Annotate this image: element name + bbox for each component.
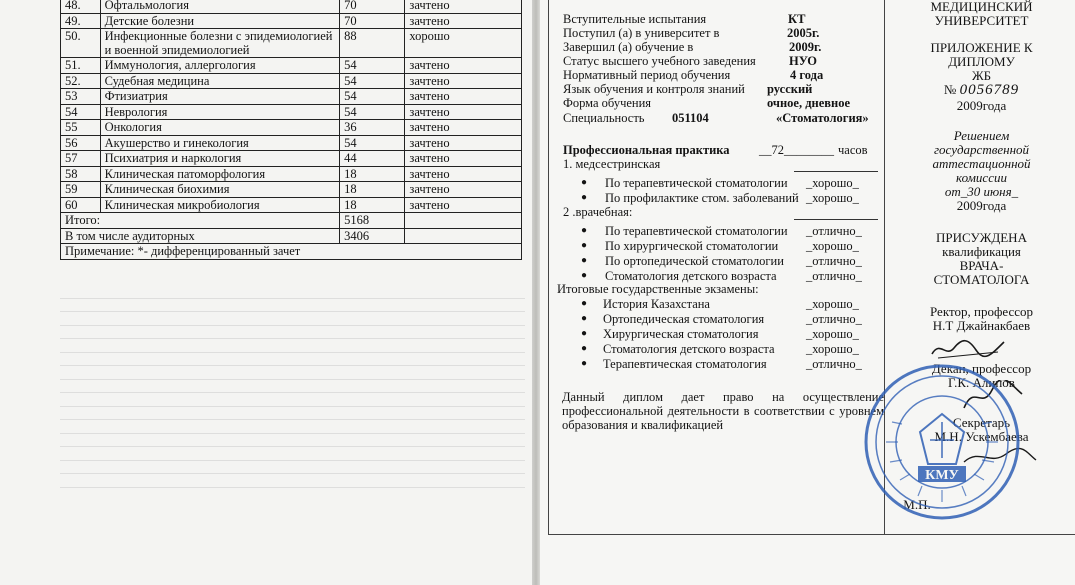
specialty-name: «Стоматология» (776, 111, 869, 125)
subject-grade: хорошо (405, 29, 522, 58)
auditory-label: В том числе аудиторных (61, 228, 340, 244)
dean-name: Г.К. Алипов (948, 375, 1015, 390)
awarded-line-2: квалификация (942, 244, 1021, 259)
subject-name: Клиническая патоморфология (100, 166, 340, 182)
form-value: очное, дневное (767, 96, 851, 110)
list-item-grade: _отлично_ (806, 312, 862, 326)
underline (794, 219, 878, 220)
table-row (61, 29, 522, 58)
seal-place: М.П. (903, 497, 931, 512)
entrance-value: КТ (788, 12, 806, 26)
list-item-grade: _хорошо_ (806, 342, 859, 356)
list-item-label: По профилактике стом. заболеваний (605, 191, 799, 205)
language-value: русский (767, 82, 813, 96)
subject-name: Фтизиатрия (100, 89, 340, 105)
subject-grade: зачтено (405, 166, 522, 182)
appendix-title-2: ДИПЛОМУ (948, 54, 1015, 69)
subject-grade: зачтено (405, 135, 522, 151)
diploma-number-line (888, 83, 1075, 97)
table-row (61, 73, 522, 89)
period-value: 4 года (790, 68, 824, 82)
bullet-icon: ● (581, 298, 588, 309)
subject-name: Детские болезни (100, 13, 340, 29)
period-label: Нормативный период обучения (563, 68, 731, 82)
auditory-value: 3406 (340, 228, 405, 244)
row-number: 51. (61, 58, 101, 74)
subject-hours: 54 (340, 89, 405, 105)
row-number: 50. (61, 29, 101, 58)
row-number: 54 (61, 104, 101, 120)
subject-hours: 36 (340, 120, 405, 136)
subject-grade: зачтено (405, 58, 522, 74)
list-item-grade: _хорошо_ (806, 239, 859, 253)
status-value: НУО (789, 54, 817, 68)
rector-name: Н.Т Джайнакбаев (932, 318, 1031, 333)
practice-section-1: 1. медсестринская (563, 157, 661, 171)
subject-name: Акушерство и гинекология (100, 135, 340, 151)
list-item-grade: _хорошо_ (806, 176, 859, 190)
row-number: 52. (61, 73, 101, 89)
appendix-year: 2009года (956, 98, 1007, 113)
practice-hours-unit: часов (838, 143, 868, 157)
table-row (61, 13, 522, 29)
enrolled-value: 2005г. (787, 26, 820, 40)
total-row (61, 213, 522, 229)
row-number: 55 (61, 120, 101, 136)
list-item-grade: _хорошо_ (806, 297, 859, 311)
table-row (61, 135, 522, 151)
table-row (61, 104, 522, 120)
table-row (61, 197, 522, 213)
subject-grade: зачтено (405, 197, 522, 213)
appendix-title-1: ПРИЛОЖЕНИЕ К (930, 40, 1033, 55)
subject-grade: зачтено (405, 0, 522, 13)
subject-hours: 54 (340, 135, 405, 151)
underline (794, 171, 878, 172)
specialty-code: 051104 (672, 111, 709, 125)
status-label: Статус высшего учебного заведения (563, 54, 756, 68)
subject-grade: зачтено (405, 89, 522, 105)
table-row (61, 58, 522, 74)
bullet-icon: ● (581, 225, 588, 236)
number-prefix: № (943, 82, 957, 97)
list-item-label: Стоматология детского возраста (603, 342, 775, 356)
decision-line-1: Решением (953, 128, 1010, 143)
list-item-label: Ортопедическая стоматология (603, 312, 765, 326)
subject-name: Клиническая биохимия (100, 182, 340, 198)
subject-name: Иммунология, аллергология (100, 58, 340, 74)
decision-line-2: государственной (933, 142, 1030, 157)
university-stamp (862, 362, 1022, 522)
diploma-number: 0056789 (959, 82, 1020, 98)
secretary-title: Секретарь (952, 415, 1011, 430)
specialty-label: Специальность (563, 111, 645, 125)
total-label: Итого: (61, 213, 340, 229)
bullet-icon: ● (581, 358, 588, 369)
language-label: Язык обучения и контроля знаний (563, 82, 745, 96)
bullet-icon: ● (581, 255, 588, 266)
total-value: 5168 (340, 213, 405, 229)
subject-hours: 18 (340, 182, 405, 198)
finished-label: Завершил (а) обучение в (563, 40, 694, 54)
table-row (61, 151, 522, 167)
subject-name: Инфекционные болезни с эпидемиологией и военной эпидемиологией (100, 29, 340, 58)
list-item-grade: _отлично_ (806, 357, 862, 371)
grades-table (60, 0, 522, 260)
subject-name: Психиатрия и наркология (100, 151, 340, 167)
subject-grade: зачтено (405, 13, 522, 29)
diploma-series: ЖБ (971, 68, 992, 83)
table-row (61, 89, 522, 105)
auditory-empty (405, 228, 522, 244)
practice-hours: __72________ (759, 143, 834, 157)
list-item-grade: _отлично_ (806, 254, 862, 268)
subject-hours: 54 (340, 73, 405, 89)
list-item-grade: _хорошо_ (806, 191, 859, 205)
practice-hours-value: 72 (771, 143, 784, 157)
awarded-line-4: СТОМАТОЛОГА (933, 272, 1030, 287)
decision-line-3: аттестационной (932, 156, 1031, 171)
decision-line-4: комиссии (956, 170, 1007, 185)
row-number: 53 (61, 89, 101, 105)
list-item-grade: _хорошо_ (806, 327, 859, 341)
row-number: 56 (61, 135, 101, 151)
rights-text: Данный диплом дает право на осуществление профессиональной деятельности в соответствии с уровнем образования и квалификацией (562, 390, 884, 432)
list-item-label: По ортопедической стоматологии (605, 254, 784, 268)
subject-hours: 18 (340, 166, 405, 182)
left-border (548, 0, 549, 535)
row-number: 48. (61, 0, 101, 13)
exams-title: Итоговые государственные экзамены: (557, 282, 759, 296)
dean-title: Декан, профессор (931, 361, 1032, 376)
row-number: 60 (61, 197, 101, 213)
subject-hours: 70 (340, 13, 405, 29)
subject-hours: 54 (340, 104, 405, 120)
list-item-label: Терапевтическая стоматология (603, 357, 767, 371)
form-label: Форма обучения (563, 96, 652, 110)
list-item-label: Хирургическая стоматология (603, 327, 759, 341)
subject-name: Онкология (100, 120, 340, 136)
subject-name: Офтальмология (100, 0, 340, 13)
rector-title: Ректор, профессор (930, 304, 1033, 319)
subject-grade: зачтено (405, 120, 522, 136)
subject-hours: 18 (340, 197, 405, 213)
awarded-line-3: ВРАЧА- (959, 258, 1004, 273)
page-fold (532, 0, 540, 585)
bullet-icon: ● (581, 240, 588, 251)
bullet-icon: ● (581, 177, 588, 188)
bleed-through-table (60, 285, 525, 480)
subject-hours: 44 (340, 151, 405, 167)
row-number: 59 (61, 182, 101, 198)
table-row (61, 166, 522, 182)
row-number: 58 (61, 166, 101, 182)
bullet-icon: ● (581, 328, 588, 339)
bullet-icon: ● (581, 343, 588, 354)
finished-value: 2009г. (789, 40, 822, 54)
row-number: 57 (61, 151, 101, 167)
subject-hours: 88 (340, 29, 405, 58)
total-empty (405, 213, 522, 229)
subject-name: Клиническая микробиология (100, 197, 340, 213)
decision-date: от_30 июня_ (944, 184, 1019, 199)
list-item-label: Стоматология детского возраста (605, 269, 777, 283)
list-item-grade: _отлично_ (806, 269, 862, 283)
subject-grade: зачтено (405, 104, 522, 120)
subject-grade: зачтено (405, 151, 522, 167)
table-row (61, 182, 522, 198)
table-row (61, 0, 522, 13)
practice-section-2: 2 .врачебная: (563, 205, 633, 219)
list-item-label: История Казахстана (603, 297, 710, 311)
subject-grade: зачтено (405, 73, 522, 89)
list-item-label: По терапевтической стоматологии (605, 176, 788, 190)
list-item-label: По терапевтической стоматологии (605, 224, 788, 238)
bullet-icon: ● (581, 192, 588, 203)
bullet-icon: ● (581, 270, 588, 281)
subject-hours: 54 (340, 58, 405, 74)
table-note: Примечание: *- дифференцированный зачет (61, 244, 522, 260)
left-page (0, 0, 532, 585)
row-number: 49. (61, 13, 101, 29)
list-item-label: По хирургической стоматологии (605, 239, 779, 253)
note-row (61, 244, 522, 260)
auditory-row (61, 228, 522, 244)
subject-name: Судебная медицина (100, 73, 340, 89)
table-row (61, 120, 522, 136)
decision-year: 2009года (956, 198, 1007, 213)
subject-name: Неврология (100, 104, 340, 120)
rector-signature (928, 334, 1008, 362)
awarded-line-1: ПРИСУЖДЕНА (936, 230, 1027, 245)
enrolled-label: Поступил (а) в университет в (563, 26, 720, 40)
subject-grade: зачтено (405, 182, 522, 198)
secretary-name: М.Н. Ускембаева (934, 429, 1029, 444)
stamp-text: КМУ (925, 468, 959, 483)
list-item-grade: _отлично_ (806, 224, 862, 238)
subject-hours: 70 (340, 0, 405, 13)
practice-title: Профессиональная практика (563, 143, 730, 157)
university-name: МЕДИЦИНСКИЙ УНИВЕРСИТЕТ (930, 0, 1033, 28)
entrance-label: Вступительные испытания (563, 12, 707, 26)
bottom-border (548, 534, 1075, 535)
bullet-icon: ● (581, 313, 588, 324)
